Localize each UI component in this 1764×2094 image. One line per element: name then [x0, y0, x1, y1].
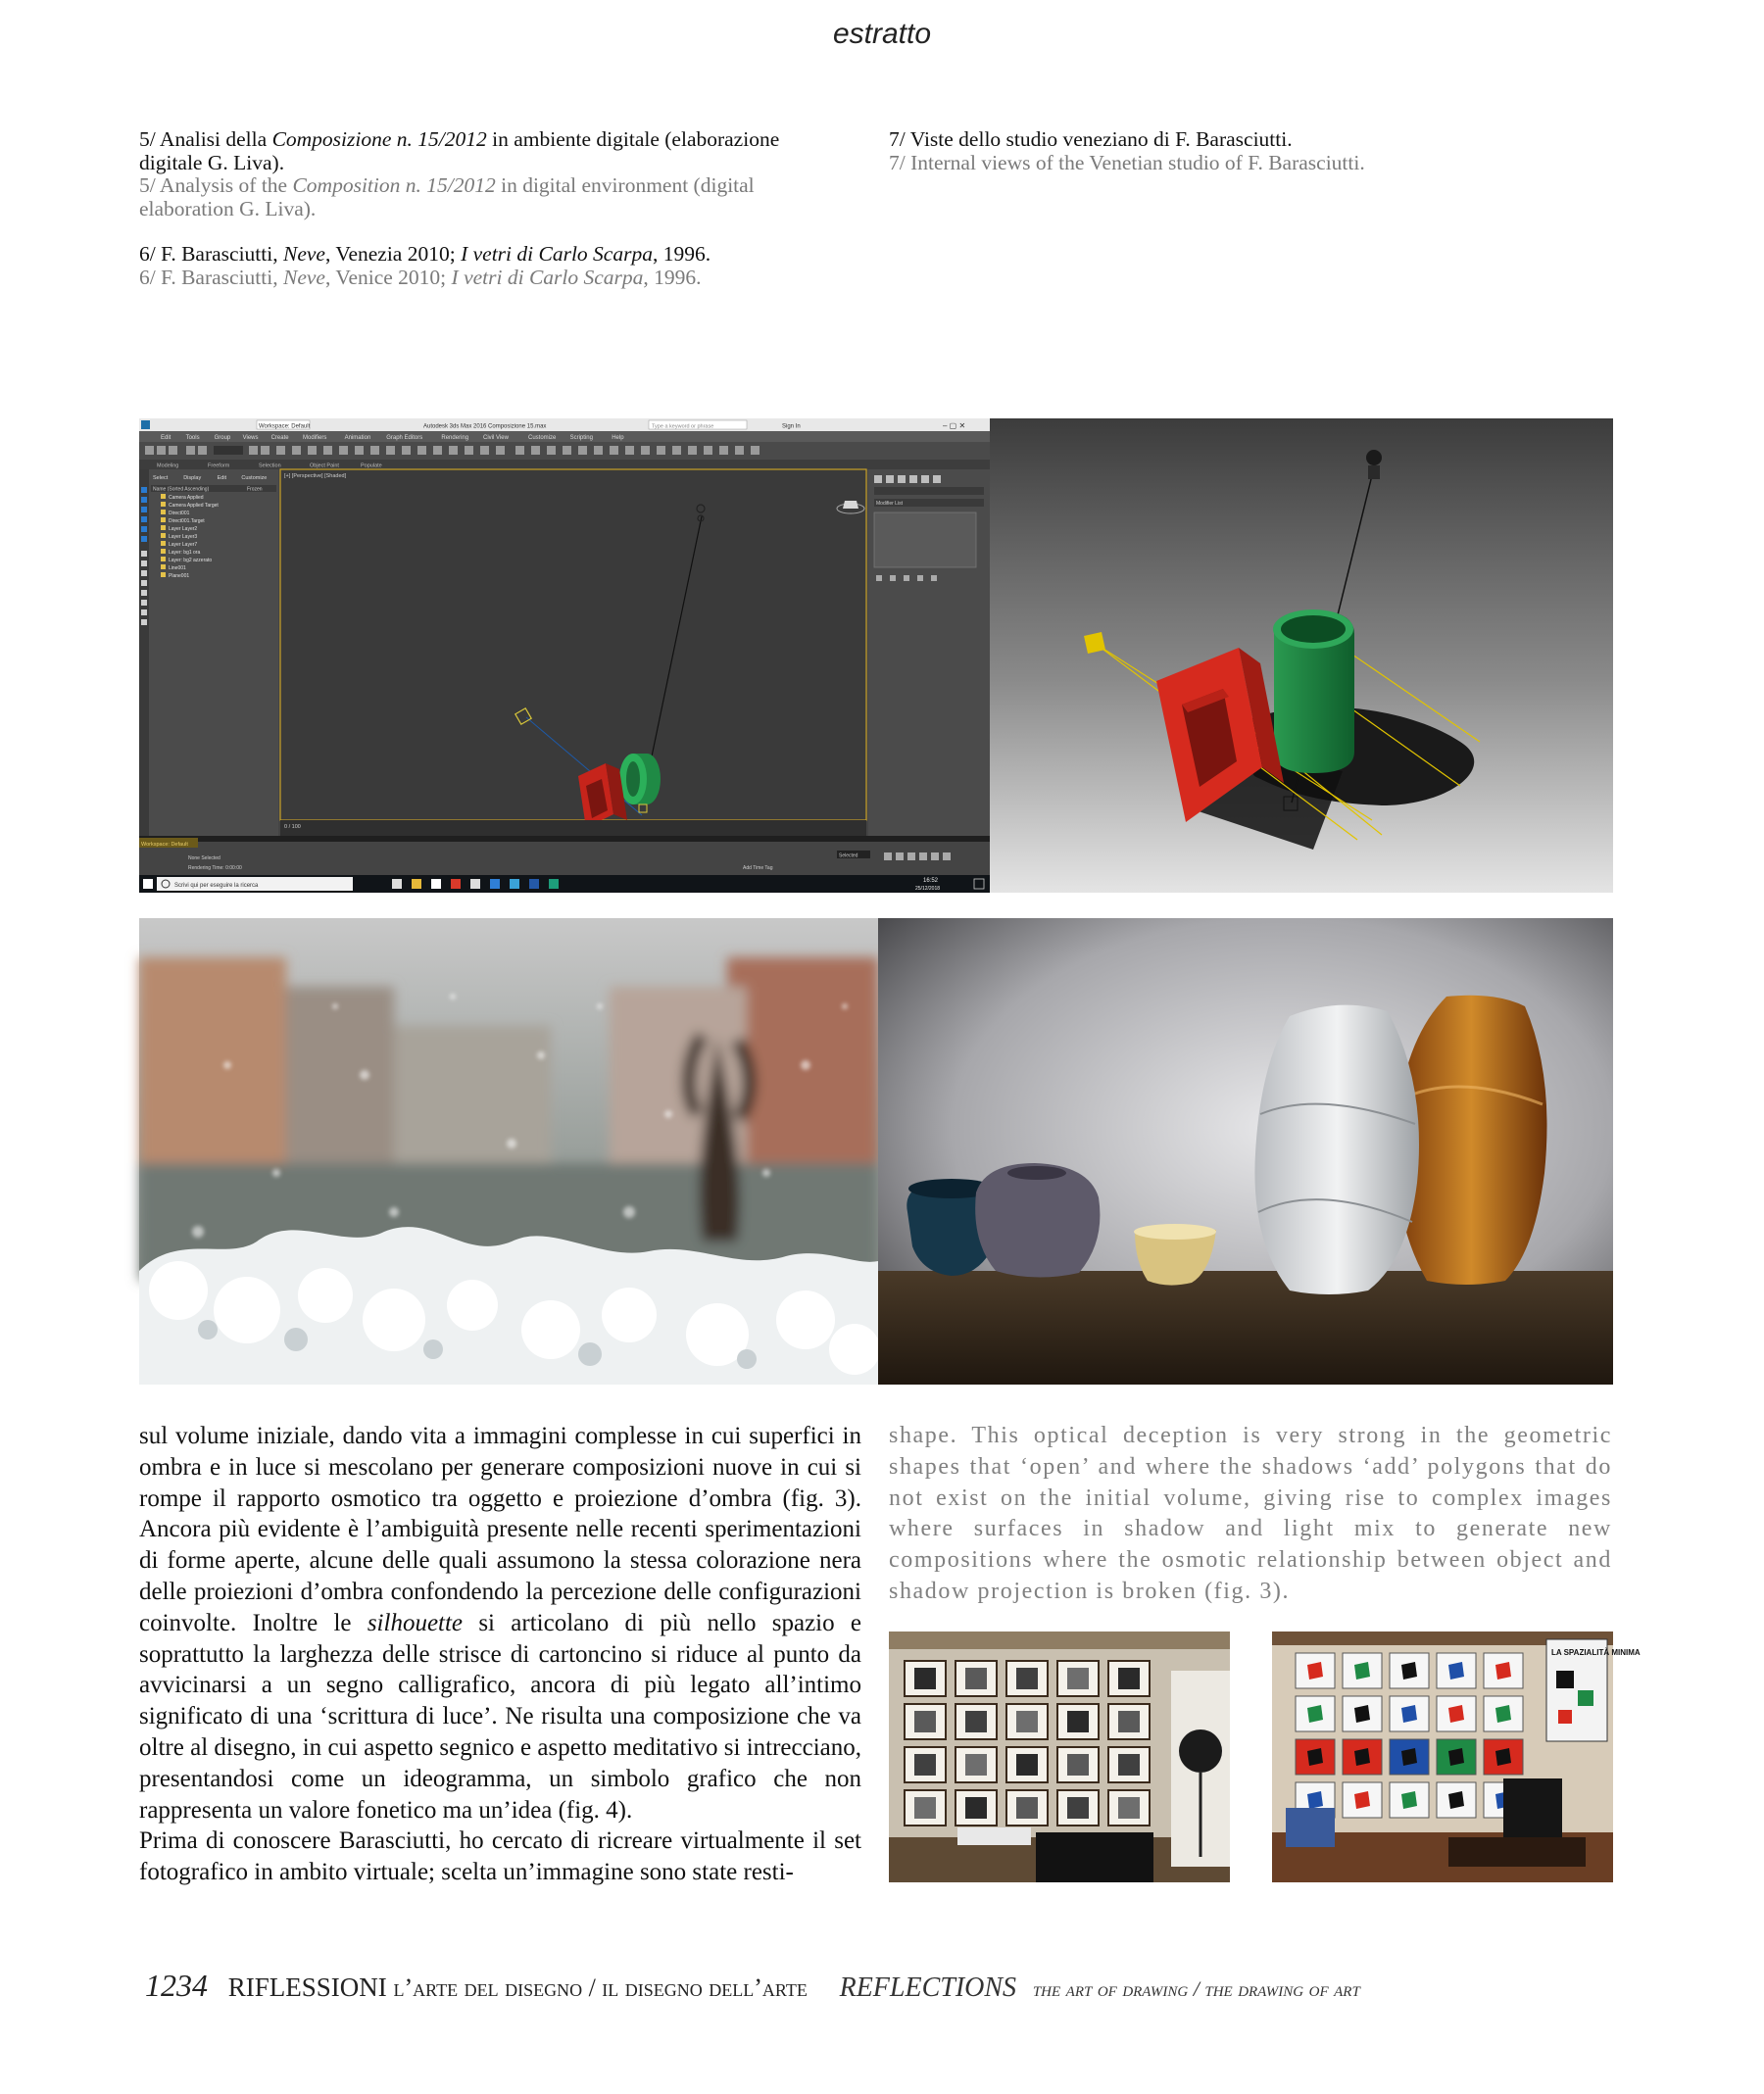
workspace-dropdown: Workspace: Default — [259, 423, 311, 430]
search-input: Type a keyword or phrase — [652, 423, 714, 430]
add-time-tag: Add Time Tag — [743, 865, 773, 871]
monitor — [1503, 1778, 1562, 1837]
caption-column-left — [139, 128, 825, 289]
menu-item: Create — [270, 435, 289, 441]
poster-shape — [1401, 1791, 1417, 1809]
menu-item: Views — [242, 435, 259, 441]
modifier-list-dropdown: Modifier List — [876, 501, 903, 507]
caption-fig6-en: 6/ F. Barasciutti, Neve, Venice 2010; I vetri di Carlo Scarpa, 1996. — [139, 265, 702, 289]
scene-item: Direct001.Target — [169, 518, 205, 524]
viewport-label: [+] [Perspective] [Shaded] — [284, 473, 347, 479]
ribbon-tab: Modeling — [157, 463, 179, 469]
sign-in-link: Sign In — [782, 423, 801, 430]
scene-tab: Select — [153, 475, 169, 481]
scene-item-icon — [161, 533, 166, 538]
poster-shape — [1307, 1705, 1323, 1723]
scene-item-icon — [161, 572, 166, 577]
scene-item: Line001 — [169, 565, 186, 571]
photo-print — [965, 1754, 987, 1776]
photo-print — [914, 1711, 936, 1732]
photo-print — [965, 1797, 987, 1819]
body-en-paragraph-1: shape. This optical deception is very strong in the geometric shapes that ‘open’ and where the shadows ‘add’ polygons that do not exist on the initial volume, giving rise to complex images where surfaces in shadow and light mix to generate new compositions where the osmotic relationship between object and shadow projection is broken (fig. 3). — [889, 1423, 1612, 1604]
poster-shape — [1495, 1748, 1511, 1766]
scene-item-icon — [161, 557, 166, 561]
page-footer — [145, 1968, 1615, 2004]
perspective-viewport — [280, 469, 866, 820]
scene-column-name: Name (Sorted Ascending) — [153, 486, 210, 493]
window-title: Autodesk 3ds Max 2016 Composizione 15.max — [423, 423, 547, 430]
selected-dropdown: Selected — [839, 852, 858, 859]
taskbar-search: Scrivi qui per eseguire la ricerca — [174, 883, 259, 889]
photo-print — [1067, 1797, 1089, 1819]
figure-6a-neve-photo — [139, 918, 878, 1385]
scene-item-icon — [161, 502, 166, 507]
photo-print — [914, 1668, 936, 1689]
body-text-english — [889, 1421, 1612, 1608]
scene-item: Layer: bg1 ora — [169, 550, 201, 556]
armchair — [1286, 1808, 1335, 1847]
photo-print — [1067, 1711, 1089, 1732]
footer-subtitle-it: l’arte del disegno / il disegno dell’arte — [393, 1973, 808, 2002]
poster-shape — [1307, 1791, 1323, 1809]
figure-7b-studio-photo — [1272, 1631, 1641, 1882]
menu-bar — [161, 435, 624, 441]
menu-item: Scripting — [569, 435, 593, 441]
menu-item: Animation — [344, 435, 371, 441]
menu-item: Group — [214, 435, 231, 441]
scene-item-icon — [161, 517, 166, 522]
body-it-paragraph-2: Prima di conoscere Barasciutti, ho cercato di ricreare virtualmente il set fotografico in ambito virtuale; scelta un’immagine sono state resti- — [139, 1827, 861, 1886]
menu-item: Modifiers — [303, 435, 327, 441]
poster-shape — [1495, 1705, 1511, 1723]
photo-print — [914, 1754, 936, 1776]
caption-fig7-en: 7/ Internal views of the Venetian studio of F. Barasciutti. — [889, 150, 1365, 174]
menu-item: Help — [612, 435, 624, 441]
caption-fig6-it: 6/ F. Barasciutti, Neve, Venezia 2010; I vetri di Carlo Scarpa, 1996. — [139, 242, 711, 266]
menu-item: Customize — [528, 435, 557, 441]
poster-shape — [1354, 1748, 1370, 1766]
photo-print — [1118, 1668, 1140, 1689]
page-number: 1234 — [145, 1968, 208, 2003]
poster-shape — [1401, 1662, 1417, 1680]
poster-shape — [1448, 1748, 1464, 1766]
scene-tab: Customize — [241, 475, 268, 481]
photo-print — [1118, 1711, 1140, 1732]
poster-shape — [1495, 1662, 1511, 1680]
scene-item-icon — [161, 541, 166, 546]
status-selection: None Selected — [188, 855, 220, 861]
clock-date: 25/12/2018 — [915, 886, 941, 892]
caption-fig5-en: 5/ Analysis of the Composition n. 15/2012 in digital environment (digital elaboration G. Liva). — [139, 173, 755, 220]
scene-item: Plane001 — [169, 573, 190, 579]
photo-print — [1118, 1797, 1140, 1819]
scene-item: Camera Applied — [169, 495, 204, 501]
caption-fig5-it: 5/ Analisi della Composizione n. 15/2012 in ambiente digitale (elaborazione digitale G. Liva). — [139, 127, 780, 174]
scene-tab: Edit — [217, 475, 227, 481]
scene-item: Layer Layer2 — [169, 526, 198, 532]
poster-shape — [1448, 1705, 1464, 1723]
viewcube-icon — [843, 501, 858, 509]
menu-item: Tools — [185, 435, 200, 441]
ribbon-tab: Freeform — [208, 463, 230, 469]
poster-shape — [1354, 1791, 1370, 1809]
poster-shape — [1448, 1791, 1464, 1809]
menu-item: Rendering — [441, 435, 469, 441]
scene-item-icon — [161, 525, 166, 530]
scene-item: Layer: bg2 azzerato — [169, 558, 213, 563]
photo-print — [1067, 1754, 1089, 1776]
scene-item-icon — [161, 549, 166, 554]
ribbon-tab: Populate — [361, 463, 382, 469]
app-logo-icon — [141, 420, 150, 429]
poster-title: LA SPAZIALITÀ MINIMA — [1551, 1648, 1641, 1657]
status-render-time: Rendering Time: 0:00:00 — [188, 865, 242, 871]
poster-shape — [1401, 1748, 1417, 1766]
scene-item: Layer Layer3 — [169, 534, 198, 540]
scene-item: Camera Applied Target — [169, 503, 219, 509]
scene-item-icon — [161, 564, 166, 569]
poster-shape — [1307, 1748, 1323, 1766]
photo-print — [1067, 1668, 1089, 1689]
footer-title-en: REFLECTIONS — [839, 1972, 1017, 2003]
body-text-italian — [139, 1421, 861, 1888]
scene-item-icon — [161, 494, 166, 499]
photo-print — [1016, 1754, 1038, 1776]
photo-print — [965, 1668, 987, 1689]
photo-print — [1016, 1668, 1038, 1689]
menu-item: Civil View — [483, 435, 509, 441]
photo-print — [965, 1711, 987, 1732]
footer-subtitle-en: the art of drawing / the drawing of art — [1032, 1976, 1360, 2001]
ribbon-tab: Selection — [259, 463, 281, 469]
poster-shape — [1354, 1662, 1370, 1680]
scene-tab: Display — [183, 475, 202, 481]
figure-7a-studio-photo — [889, 1631, 1230, 1882]
photo-print — [1118, 1754, 1140, 1776]
menu-item: Graph Editors — [386, 435, 423, 441]
menu-item: Edit — [161, 435, 172, 441]
windows-start-icon — [143, 879, 153, 889]
poster-shape — [1307, 1662, 1323, 1680]
photo-print — [1016, 1711, 1038, 1732]
footer-title-it: RIFLESSIONI — [227, 1972, 387, 2002]
running-head: estratto — [832, 18, 932, 50]
workspace-label: Workspace: Default — [141, 842, 188, 848]
poster-shape — [1448, 1662, 1464, 1680]
photo-print — [1016, 1797, 1038, 1819]
ribbon-tab: Object Paint — [310, 463, 339, 469]
scene-item: Layer Layer7 — [169, 542, 198, 548]
scene-item: Direct001 — [169, 511, 190, 516]
photo-print — [914, 1797, 936, 1819]
figure-5a-3dsmax-screenshot — [139, 418, 990, 893]
body-it-paragraph-1: sul volume iniziale, dando vita a immagini complesse in cui superfici in ombra e in luce si mescolano per generare composizioni nuove in cui si rompe il rapporto osmotico tra oggetto e proiezione d’ombra (fig. 3). Ancora più evidente è l’ambiguità presente nelle recenti sperimentazioni di forme aperte, alcune delle quali assumono la stessa colorazione nera delle proiezioni d’ombra confondendo la percezione delle configurazioni coinvolte. Inoltre le silhouette si articolano di più nello spazio e soprattutto la larghezza delle strisce di cartoncino si riduce al punto da avvicinarsi a un segno calligrafico, ancora di più legato all’intimo significato di una ‘scrittura di luce’. Ne risulta una composizione che va oltre al disegno, in cui aspetto segnico e aspetto meditativo si intrecciano, presentandosi come un ideogramma, un simbolo grafico che non rappresenta un valore fonetico ma un’idea (fig. 4). — [139, 1423, 862, 1824]
timeline-readout: 0 / 100 — [284, 824, 301, 830]
taskbar-apps — [392, 879, 559, 889]
poster-shape — [1354, 1705, 1370, 1723]
figure-5b-rendered-composition — [990, 418, 1613, 893]
caption-fig7-it: 7/ Viste dello studio veneziano di F. Barasciutti. — [889, 127, 1293, 151]
caption-column-right — [889, 128, 1614, 174]
window-controls-icon: – ▢ ✕ — [943, 421, 966, 430]
scene-item-icon — [161, 510, 166, 514]
light-source-icon — [1084, 632, 1105, 654]
studio-light-icon — [1179, 1729, 1222, 1773]
clock-time: 16:52 — [923, 878, 939, 884]
scene-column-frozen: Frozen — [247, 486, 263, 493]
figure-6b-scarpa-glass-photo — [878, 918, 1613, 1385]
poster-shape — [1401, 1705, 1417, 1723]
